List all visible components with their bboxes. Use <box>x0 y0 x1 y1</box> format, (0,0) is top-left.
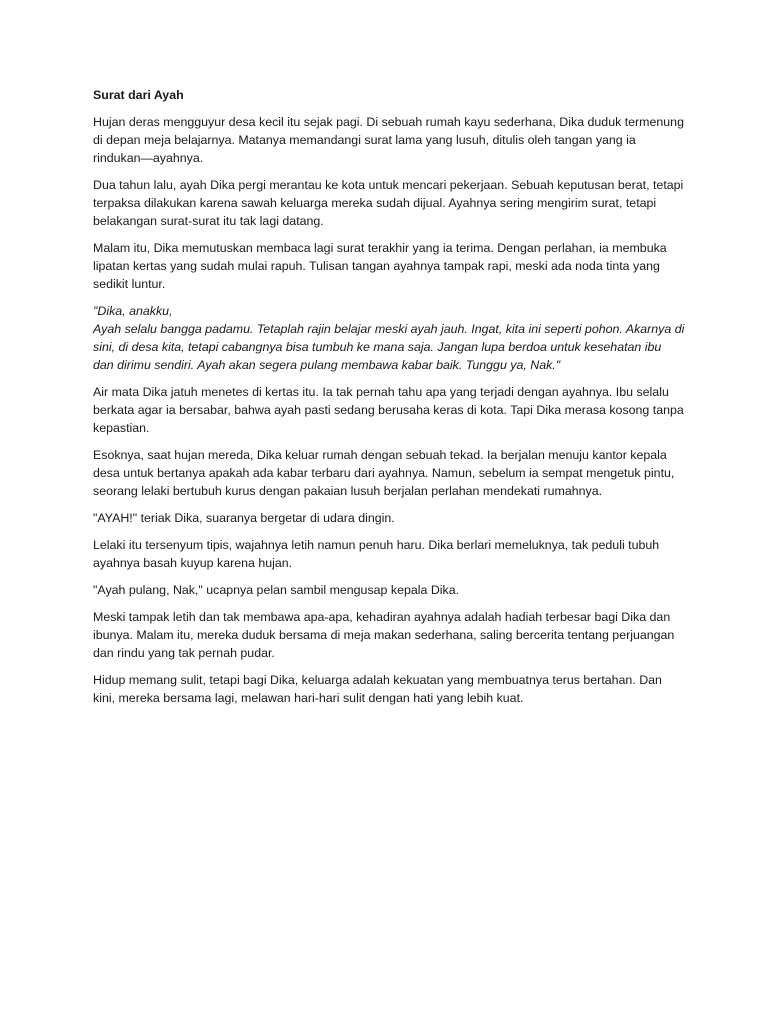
paragraph-2: Dua tahun lalu, ayah Dika pergi merantau ke kota untuk mencari pekerjaan. Sebuah keputusan berat, tetapi terpaksa dilakukan karena sawah keluarga mereka sudah dijual. Ayahnya sering mengirim surat, tetapi belakangan surat-surat itu tak lagi datang. <box>93 178 684 228</box>
letter-quote <box>93 302 685 374</box>
paragraph-5: Esoknya, saat hujan mereda, Dika keluar rumah dengan sebuah tekad. Ia berjalan menuju kantor kepala desa untuk bertanya apakah ada kabar terbaru dari ayahnya. Namun, sebelum ia sempat mengetuk pintu, seorang lelaki bertubuh kurus dengan pakaian lusuh berjalan perlahan mendekati rumahnya. <box>93 448 675 498</box>
paragraph-7: Lelaki itu tersenyum tipis, wajahnya letih namun penuh haru. Dika berlari memeluknya, tak peduli tubuh ayahnya basah kuyup karena hujan. <box>93 538 660 570</box>
paragraph-4: Air mata Dika jatuh menetes di kertas itu. Ia tak pernah tahu apa yang terjadi dengan ayahnya. Ibu selalu berkata agar ia bersabar, bahwa ayah pasti sedang berusaha keras di kota. Tapi Dika merasa kosong tanpa kepastian. <box>93 385 684 435</box>
paragraph-3: Malam itu, Dika memutuskan membaca lagi surat terakhir yang ia terima. Dengan perlahan, ia membuka lipatan kertas yang sudah mulai rapuh. Tulisan tangan ayahnya tampak rapi, meski ada noda tinta yang sedikit luntur. <box>93 241 667 291</box>
paragraph-6: "AYAH!" teriak Dika, suaranya bergetar di udara dingin. <box>93 511 395 525</box>
paragraph-1: Hujan deras mengguyur desa kecil itu sejak pagi. Di sebuah rumah kayu sederhana, Dika duduk termenung di depan meja belajarnya. Matanya memandangi surat lama yang lusuh, ditulis oleh tangan yang ia rindukan—ayahnya. <box>93 115 684 165</box>
paragraph-9: Meski tampak letih dan tak membawa apa-apa, kehadiran ayahnya adalah hadiah terbesar bagi Dika dan ibunya. Malam itu, mereka duduk bersama di meja makan sederhana, saling bercerita tentang perjuangan dan rindu yang tak pernah pudar. <box>93 610 675 660</box>
letter-greeting: "Dika, anakku, <box>93 304 173 318</box>
paragraph-10: Hidup memang sulit, tetapi bagi Dika, keluarga adalah kekuatan yang membuatnya terus bertahan. Dan kini, mereka bersama lagi, melawan hari-hari sulit dengan hati yang lebih kuat. <box>93 673 662 705</box>
document-title: Surat dari Ayah <box>93 88 184 102</box>
letter-body: Ayah selalu bangga padamu. Tetaplah rajin belajar meski ayah jauh. Ingat, kita ini seperti pohon. Akarnya di sini, di desa kita, tetapi cabangnya bisa tumbuh ke mana saja. Jangan lupa berdoa untuk kesehatan ibu dan dirimu sendiri. Ayah akan segera pulang membawa kabar baik. Tunggu ya, Nak." <box>93 322 685 372</box>
document-page <box>93 86 685 716</box>
paragraph-8: "Ayah pulang, Nak," ucapnya pelan sambil mengusap kepala Dika. <box>93 583 460 597</box>
